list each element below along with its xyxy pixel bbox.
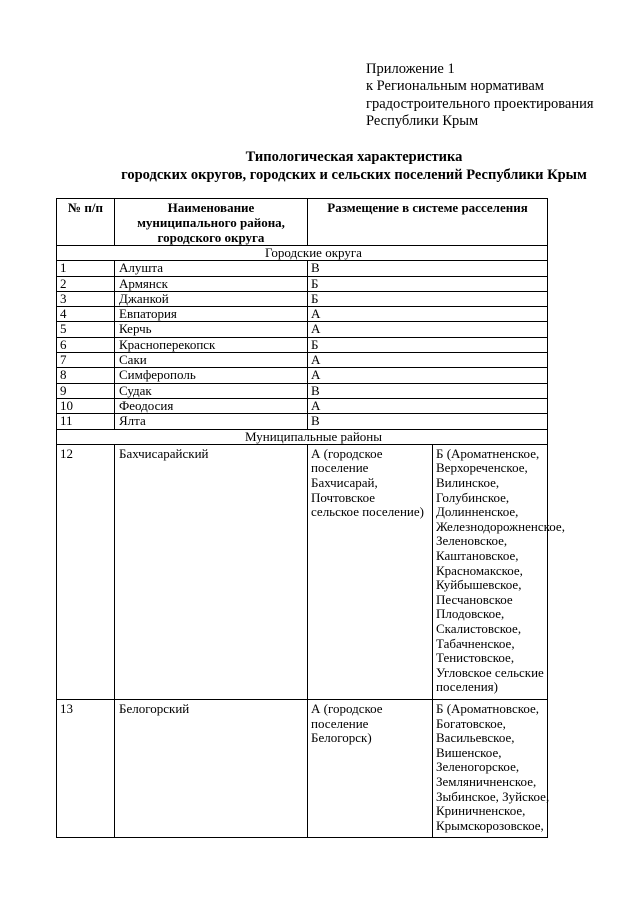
- table-row: [57, 368, 548, 383]
- row-name: Белогорский: [115, 699, 308, 837]
- table-row: [57, 261, 548, 276]
- appendix-line: к Региональным нормативам: [366, 78, 544, 95]
- row-placement: В: [308, 383, 548, 398]
- row-placement: А: [308, 307, 548, 322]
- cell-line: сельское поселение): [311, 504, 424, 520]
- cell-line: Куйбышевское,: [436, 577, 522, 593]
- cell-line: Почтовское: [311, 489, 376, 505]
- row-placement: Б: [308, 291, 548, 306]
- row-placement: А: [308, 368, 548, 383]
- header-name-line: Наименование: [167, 200, 255, 215]
- cell-line: Вишенское,: [436, 744, 502, 760]
- cell-line: поселение: [311, 460, 369, 476]
- cell-line: Угловское сельские: [436, 664, 544, 680]
- row-placement: В: [308, 261, 548, 276]
- row-name: Алушта: [115, 261, 308, 276]
- row-placement: А: [308, 353, 548, 368]
- cell-line: Вилинское,: [436, 475, 500, 491]
- cell-line: Каштановское,: [436, 548, 519, 564]
- cell-line: А (городское: [311, 445, 383, 461]
- row-name: Красноперекопск: [115, 337, 308, 352]
- header-number: № п/п: [57, 199, 115, 246]
- typology-table: [56, 198, 565, 838]
- row-name: Керчь: [115, 322, 308, 337]
- row-name: Евпатория: [115, 307, 308, 322]
- row-number: 13: [57, 699, 115, 837]
- row-number: 8: [57, 368, 115, 383]
- cell-line: Зеленовское,: [436, 533, 508, 549]
- row-number: 9: [57, 383, 115, 398]
- table-row: [57, 699, 548, 837]
- row-number: 12: [57, 444, 115, 699]
- row-name: Саки: [115, 353, 308, 368]
- cell-line: Васильевское,: [436, 730, 515, 746]
- row-name: Армянск: [115, 276, 308, 291]
- row-placement: А: [308, 322, 548, 337]
- header-name-line: муниципального района,: [137, 215, 285, 230]
- cell-line: Плодовское,: [436, 606, 505, 622]
- cell-line: Железнодорожненское,: [436, 518, 565, 534]
- header-name: [115, 199, 308, 246]
- cell-line: Криничненское,: [436, 803, 526, 819]
- cell-line: Б (Ароматновское,: [436, 700, 540, 716]
- row-number: 3: [57, 291, 115, 306]
- row-placement: А: [308, 398, 548, 413]
- row-number: 11: [57, 414, 115, 429]
- cell-line: Долинненское,: [436, 504, 519, 520]
- section-title: Муниципальные районы: [57, 429, 548, 444]
- appendix-line: Республики Крым: [366, 112, 479, 129]
- section-row: [57, 429, 548, 444]
- cell-line: Верхореченское,: [436, 460, 528, 476]
- row-number: 4: [57, 307, 115, 322]
- row-number: 10: [57, 398, 115, 413]
- row-placement: Б: [308, 337, 548, 352]
- cell-line: Зеленогорское,: [436, 759, 520, 775]
- table-row: [57, 353, 548, 368]
- table-row: [57, 276, 548, 291]
- table-row: [57, 414, 548, 429]
- row-name: Феодосия: [115, 398, 308, 413]
- table-row: [57, 307, 548, 322]
- cell-line: Бахчисарай,: [311, 475, 378, 491]
- document-title: [104, 148, 604, 184]
- cell-line: поселения): [436, 679, 498, 695]
- row-placement-right: [433, 699, 548, 837]
- appendix-note: [366, 61, 594, 130]
- title-line-2: городских округов, городских и сельских поселений Республики Крым: [121, 167, 587, 183]
- row-name: Симферополь: [115, 368, 308, 383]
- cell-line: Зыбинское, Зуйское,: [436, 788, 550, 804]
- cell-line: Белогорск): [311, 730, 372, 746]
- table-row: [57, 398, 548, 413]
- cell-line: поселение: [311, 715, 369, 731]
- cell-line: Красномакское,: [436, 562, 523, 578]
- header-name-line: городского округа: [157, 230, 265, 245]
- row-number: 6: [57, 337, 115, 352]
- row-placement-right: [433, 444, 565, 699]
- cell-line: Земляничненское,: [436, 773, 537, 789]
- row-name: Ялта: [115, 414, 308, 429]
- cell-line: Скалистовское,: [436, 620, 522, 636]
- section-row: [57, 246, 548, 261]
- row-placement-left: [308, 444, 433, 699]
- row-number: 1: [57, 261, 115, 276]
- cell-line: Б (Ароматненское,: [436, 445, 540, 461]
- cell-line: Голубинское,: [436, 489, 510, 505]
- cell-line: Песчановское: [436, 591, 513, 607]
- cell-line: Тенистовское,: [436, 650, 515, 666]
- appendix-line: Приложение 1: [366, 61, 455, 77]
- row-number: 5: [57, 322, 115, 337]
- cell-line: Богатовское,: [436, 715, 506, 731]
- cell-line: Крымскорозовское,: [436, 817, 544, 833]
- row-name: Джанкой: [115, 291, 308, 306]
- header-placement: Размещение в системе расселения: [308, 199, 548, 246]
- cell-line: Табачненское,: [436, 635, 515, 651]
- row-placement: Б: [308, 276, 548, 291]
- row-name: Судак: [115, 383, 308, 398]
- section-title: Городские округа: [57, 246, 548, 261]
- cell-line: А (городское: [311, 700, 383, 716]
- table-row: [57, 291, 548, 306]
- table-row: [57, 383, 548, 398]
- row-number: 7: [57, 353, 115, 368]
- table-header-row: [57, 199, 548, 246]
- table-row: [57, 337, 548, 352]
- row-placement-left: [308, 699, 433, 837]
- table-row: [57, 322, 548, 337]
- table-row: [57, 444, 548, 699]
- row-name: Бахчисарайский: [115, 444, 308, 699]
- table-body: [57, 245, 565, 838]
- row-number: 2: [57, 276, 115, 291]
- appendix-line: градостроительного проектирования: [366, 95, 594, 112]
- title-line-1: Типологическая характеристика: [245, 149, 463, 165]
- row-placement: В: [308, 414, 548, 429]
